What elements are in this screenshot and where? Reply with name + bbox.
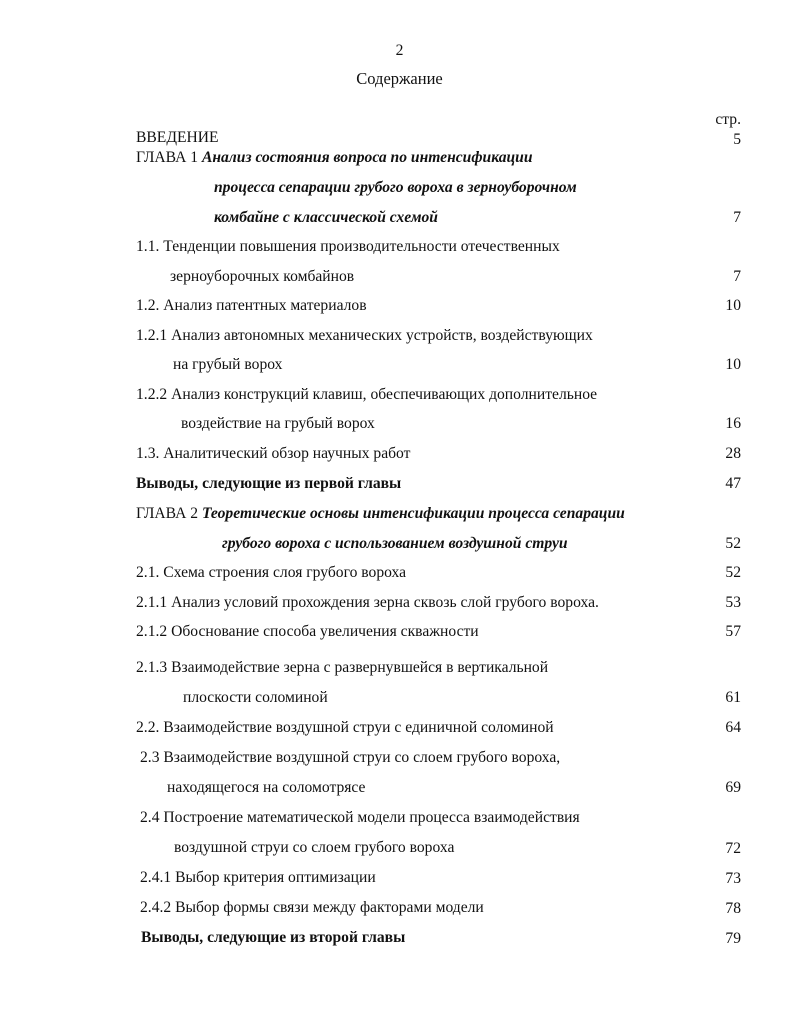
toc-entry-2-3-line1: 2.3 Взаимодействие воздушной струи со слоем грубого вороха, [140,749,561,766]
toc-entry-2-1-1: 2.1.1 Анализ условий прохождения зерна сквозь слой грубого вороха. [136,594,599,611]
page-title: Содержание [356,69,443,88]
toc-page-2-4-2: 78 [725,900,741,917]
chapter-1-title-line1: Анализ состояния вопроса по интенсификации [201,149,533,166]
toc-page-1-3: 28 [725,445,741,462]
chapter-2-title-line1: Теоретические основы интенсификации процесса сепарации [201,505,625,522]
toc-page-1-2-1: 10 [725,356,741,373]
toc-entry-chapter-1 [136,149,533,167]
toc-page-2-1-1: 53 [725,594,741,611]
toc-entry-1-3: 1.3. Аналитический обзор научных работ [136,445,411,462]
toc-entry-1-2-2-line1: 1.2.2 Анализ конструкций клавиш, обеспечивающих дополнительное [136,386,598,403]
chapter-1-prefix: ГЛАВА 1 [136,149,202,166]
toc-page-1-2-2: 16 [725,415,741,432]
toc-entry-1-2: 1.2. Анализ патентных материалов [136,297,367,314]
toc-page-2-1-3: 61 [725,689,741,706]
toc-page-intro: 5 [733,131,741,148]
toc-page-conclusions-1: 47 [725,475,741,492]
toc-page-2-2: 64 [725,719,741,736]
toc-page-2-3: 69 [725,779,741,796]
toc-entry-1-2-1-line1: 1.2.1 Анализ автономных механических устройств, воздействующих [136,327,593,344]
toc-page-chapter-2: 52 [725,535,741,552]
toc-entry-2-3-line2: находящегося на соломотрясе [167,779,366,796]
toc-entry-2-4-line1: 2.4 Построение математической модели процесса взаимодействия [140,809,580,826]
toc-page-chapter-1: 7 [733,209,741,226]
toc-entry-chapter-2 [136,505,625,523]
toc-entry-2-1-3-line1: 2.1.3 Взаимодействие зерна с развернувшейся в вертикальной [136,659,549,676]
toc-entry-1-1-line1: 1.1. Тенденции повышения производительности отечественных [136,238,560,255]
toc-entry-2-4-2: 2.4.2 Выбор формы связи между факторами модели [140,899,484,916]
toc-entry-2-4-1: 2.4.1 Выбор критерия оптимизации [140,869,376,886]
toc-entry-intro: ВВЕДЕНИЕ [136,129,219,146]
toc-entry-1-1-line2: зерноуборочных комбайнов [170,268,355,285]
toc-page-2-4-1: 73 [725,870,741,887]
chapter-1-title-line2: процесса сепарации грубого вороха в зерноуборочном [214,179,577,196]
page-column-label: стр. [715,111,741,128]
toc-entry-1-2-2-line2: воздействие на грубый ворох [181,415,375,432]
toc-entry-2-1-2: 2.1.2 Обоснование способа увеличения скважности [136,623,479,640]
toc-page-1-2: 10 [725,297,741,314]
toc-entry-2-1-3-line2: плоскости соломиной [183,689,328,706]
toc-page-2-4: 72 [725,840,741,857]
toc-entry-2-4-line2: воздушной струи со слоем грубого вороха [174,839,455,856]
chapter-1-title-line3: комбайне с классической схемой [214,209,438,226]
toc-page-conclusions-2: 79 [725,930,741,947]
toc-page-1-1: 7 [733,268,741,285]
toc-page-2-1: 52 [725,564,741,581]
toc-entry-2-1: 2.1. Схема строения слоя грубого вороха [136,564,407,581]
toc-entry-conclusions-2: Выводы, следующие из второй главы [141,929,406,946]
page-number: 2 [395,42,404,59]
toc-entry-1-2-1-line2: на грубый ворох [173,356,283,373]
toc-page-2-1-2: 57 [725,623,741,640]
chapter-2-title-line2: грубого вороха с использованием воздушной струи [222,535,568,552]
toc-entry-2-2: 2.2. Взаимодействие воздушной струи с единичной соломиной [136,719,554,736]
chapter-2-prefix: ГЛАВА 2 [136,505,202,522]
toc-entry-conclusions-1: Выводы, следующие из первой главы [136,475,402,492]
